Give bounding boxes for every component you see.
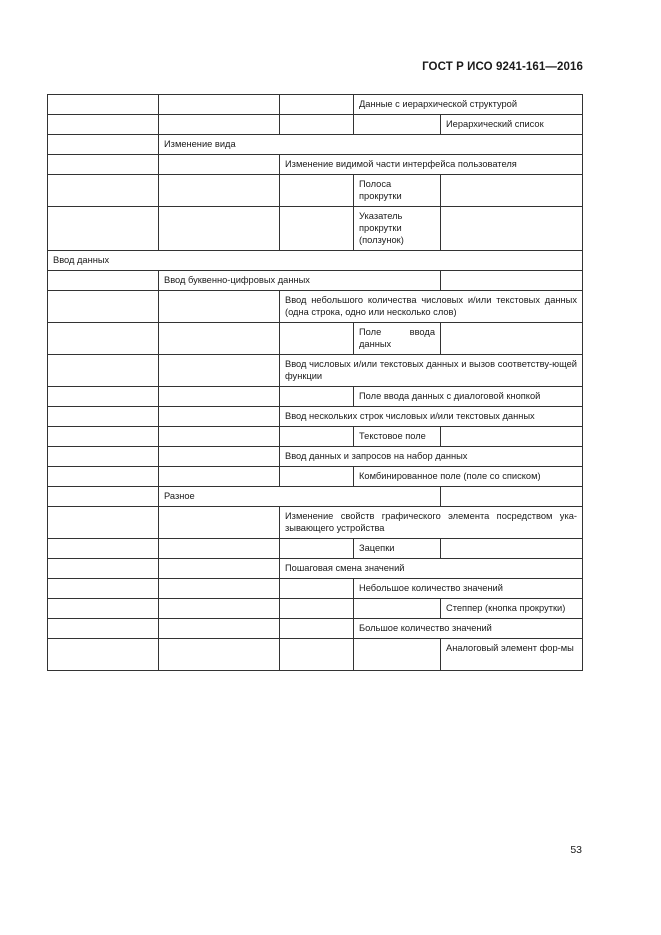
table-cell: Поле ввода данных с диалоговой кнопкой <box>354 387 583 407</box>
table-row <box>48 251 583 271</box>
table-cell: Ввод данных и запросов на набор данных <box>280 447 583 467</box>
table-cell: Большое количество значений <box>354 619 583 639</box>
table-cell <box>354 323 441 355</box>
table-row <box>48 135 583 155</box>
table-cell: Полоса прокрутки <box>354 175 441 207</box>
table-cell: Зацепки <box>354 539 441 559</box>
table-row <box>48 323 583 355</box>
table-cell: Ввод небольшого количества числовых и/или текстовых данных (одна строка, одно или несколько слов) <box>280 291 583 323</box>
table-row <box>48 175 583 207</box>
table-cell: Степпер (кнопка прокрутки) <box>441 599 583 619</box>
ui-elements-hierarchy-table <box>47 94 583 671</box>
table-row <box>48 599 583 619</box>
table-cell: Данные с иерархической структурой <box>354 95 583 115</box>
document-code-header: ГОСТ Р ИСО 9241-161—2016 <box>422 61 583 73</box>
table-row <box>48 95 583 115</box>
table-cell: Аналоговый элемент фор-мы <box>441 639 583 671</box>
table-row <box>48 467 583 487</box>
table-row <box>48 407 583 427</box>
table-row <box>48 487 583 507</box>
table-row <box>48 539 583 559</box>
table-cell: Комбинированное поле (поле со списком) <box>354 467 583 487</box>
table-cell: Ввод нескольких строк числовых и/или текстовых данных <box>280 407 583 427</box>
table-row <box>48 291 583 323</box>
table-cell: Пошаговая смена значений <box>280 559 583 579</box>
table-cell: Ввод числовых и/или текстовых данных и вызов соответству-ющей функции <box>280 355 583 387</box>
table-row <box>48 559 583 579</box>
table-cell: Изменение свойств графического элемента посредством ука-зывающего устройства <box>280 507 583 539</box>
table-cell: Изменение вида <box>159 135 583 155</box>
table-row <box>48 639 583 671</box>
table-cell: Текстовое поле <box>354 427 441 447</box>
table-cell: Изменение видимой части интерфейса пользователя <box>280 155 583 175</box>
table-row <box>48 387 583 407</box>
table-cell: Небольшое количество значений <box>354 579 583 599</box>
table-row <box>48 115 583 135</box>
table-row <box>48 155 583 175</box>
table-row <box>48 427 583 447</box>
table-row <box>48 619 583 639</box>
table-cell: Указатель прокрутки (ползунок) <box>354 207 441 251</box>
table-row <box>48 355 583 387</box>
table-row <box>48 207 583 251</box>
table-cell: Ввод буквенно-цифровых данных <box>159 271 441 291</box>
table-row <box>48 579 583 599</box>
table-cell: Разное <box>159 487 441 507</box>
table-cell: Иерархический список <box>441 115 583 135</box>
table-row <box>48 507 583 539</box>
table-row <box>48 271 583 291</box>
page-number: 53 <box>570 844 582 856</box>
table-cell: Ввод данных <box>48 251 583 271</box>
cell-text: Поле ввода данных <box>359 327 435 349</box>
table-row <box>48 447 583 467</box>
